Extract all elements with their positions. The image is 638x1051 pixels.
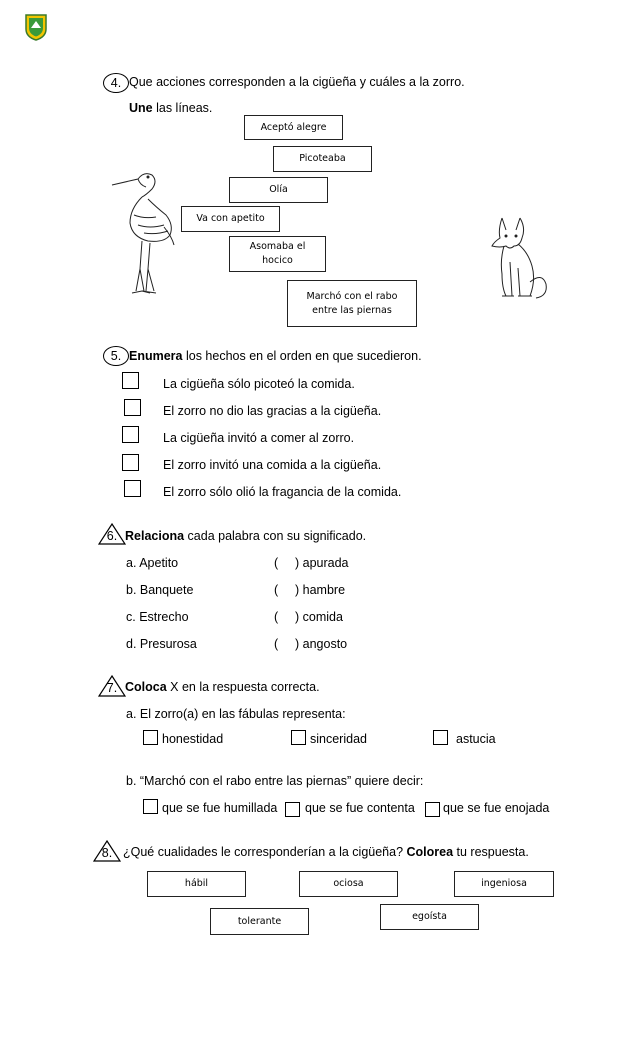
option-label: que se fue enojada: [443, 801, 550, 815]
stork-illustration: [108, 165, 178, 297]
option-checkbox[interactable]: [291, 730, 306, 745]
event-text: La cigüeña sólo picoteó la comida.: [163, 377, 355, 391]
paren: (: [274, 583, 279, 597]
action-box: Marchó con el rabo entre las piernas: [287, 280, 417, 327]
quality-option[interactable]: egoísta: [380, 904, 479, 930]
paren: (: [274, 610, 279, 624]
quality-option[interactable]: ingeniosa: [454, 871, 554, 897]
action-box: Asomaba el hocico: [229, 236, 326, 272]
meaning-item: ) hambre: [295, 583, 346, 597]
meaning-item: ) comida: [295, 610, 343, 624]
question-4-number: 4.: [103, 73, 129, 93]
event-text: El zorro invitó una comida a la cigüeña.: [163, 458, 382, 472]
question-8-number: 8.: [93, 840, 121, 862]
order-checkbox[interactable]: [124, 480, 141, 497]
option-checkbox[interactable]: [143, 799, 158, 814]
question-6-number: 6.: [98, 523, 126, 545]
action-box: Va con apetito: [181, 206, 280, 232]
question-5-text: Enumera los hechos en el orden en que sucedieron.: [129, 349, 422, 363]
event-text: El zorro no dio las gracias a la cigüeña.: [163, 404, 382, 418]
order-checkbox[interactable]: [122, 372, 139, 389]
word-item: c. Estrecho: [126, 610, 189, 624]
word-item: a. Apetito: [126, 556, 179, 570]
question-4-instruction: Une las líneas.: [129, 101, 213, 115]
school-logo: [24, 13, 48, 41]
option-checkbox[interactable]: [433, 730, 448, 745]
quality-option[interactable]: ociosa: [299, 871, 398, 897]
option-label: sinceridad: [310, 732, 367, 746]
option-checkbox[interactable]: [285, 802, 300, 817]
order-checkbox[interactable]: [122, 454, 139, 471]
action-box: Aceptó alegre: [244, 115, 343, 140]
meaning-item: ) angosto: [295, 637, 348, 651]
question-6-text: Relaciona cada palabra con su significado.: [125, 529, 367, 543]
question-5-number: 5.: [103, 346, 129, 366]
paren: (: [274, 637, 279, 651]
action-box: Picoteaba: [273, 146, 372, 172]
quality-option[interactable]: tolerante: [210, 908, 309, 935]
question-4-text: Que acciones corresponden a la cigüeña y cuáles a la zorro.: [129, 75, 465, 89]
meaning-item: ) apurada: [295, 556, 349, 570]
option-label: astucia: [456, 732, 496, 746]
word-item: b. Banquete: [126, 583, 194, 597]
question-7-text: Coloca X en la respuesta correcta.: [125, 680, 320, 694]
option-checkbox[interactable]: [425, 802, 440, 817]
option-label: honestidad: [162, 732, 224, 746]
quality-option[interactable]: hábil: [147, 871, 246, 897]
event-text: La cigüeña invitó a comer al zorro.: [163, 431, 355, 445]
action-box: Olía: [229, 177, 328, 203]
option-label: que se fue contenta: [305, 801, 415, 815]
question-8-text: ¿Qué cualidades le corresponderían a la cigüeña? Colorea tu respuesta.: [123, 845, 529, 859]
fox-illustration: [480, 212, 550, 302]
question-7-number: 7.: [98, 675, 126, 697]
paren: (: [274, 556, 279, 570]
word-item: d. Presurosa: [126, 637, 197, 651]
order-checkbox[interactable]: [122, 426, 139, 443]
order-checkbox[interactable]: [124, 399, 141, 416]
question-7a-text: a. El zorro(a) en las fábulas representa:: [126, 707, 346, 721]
option-checkbox[interactable]: [143, 730, 158, 745]
option-label: que se fue humillada: [162, 801, 278, 815]
event-text: El zorro sólo olió la fragancia de la comida.: [163, 485, 402, 499]
question-7b-text: b. “Marchó con el rabo entre las piernas” quiere decir:: [126, 774, 424, 788]
